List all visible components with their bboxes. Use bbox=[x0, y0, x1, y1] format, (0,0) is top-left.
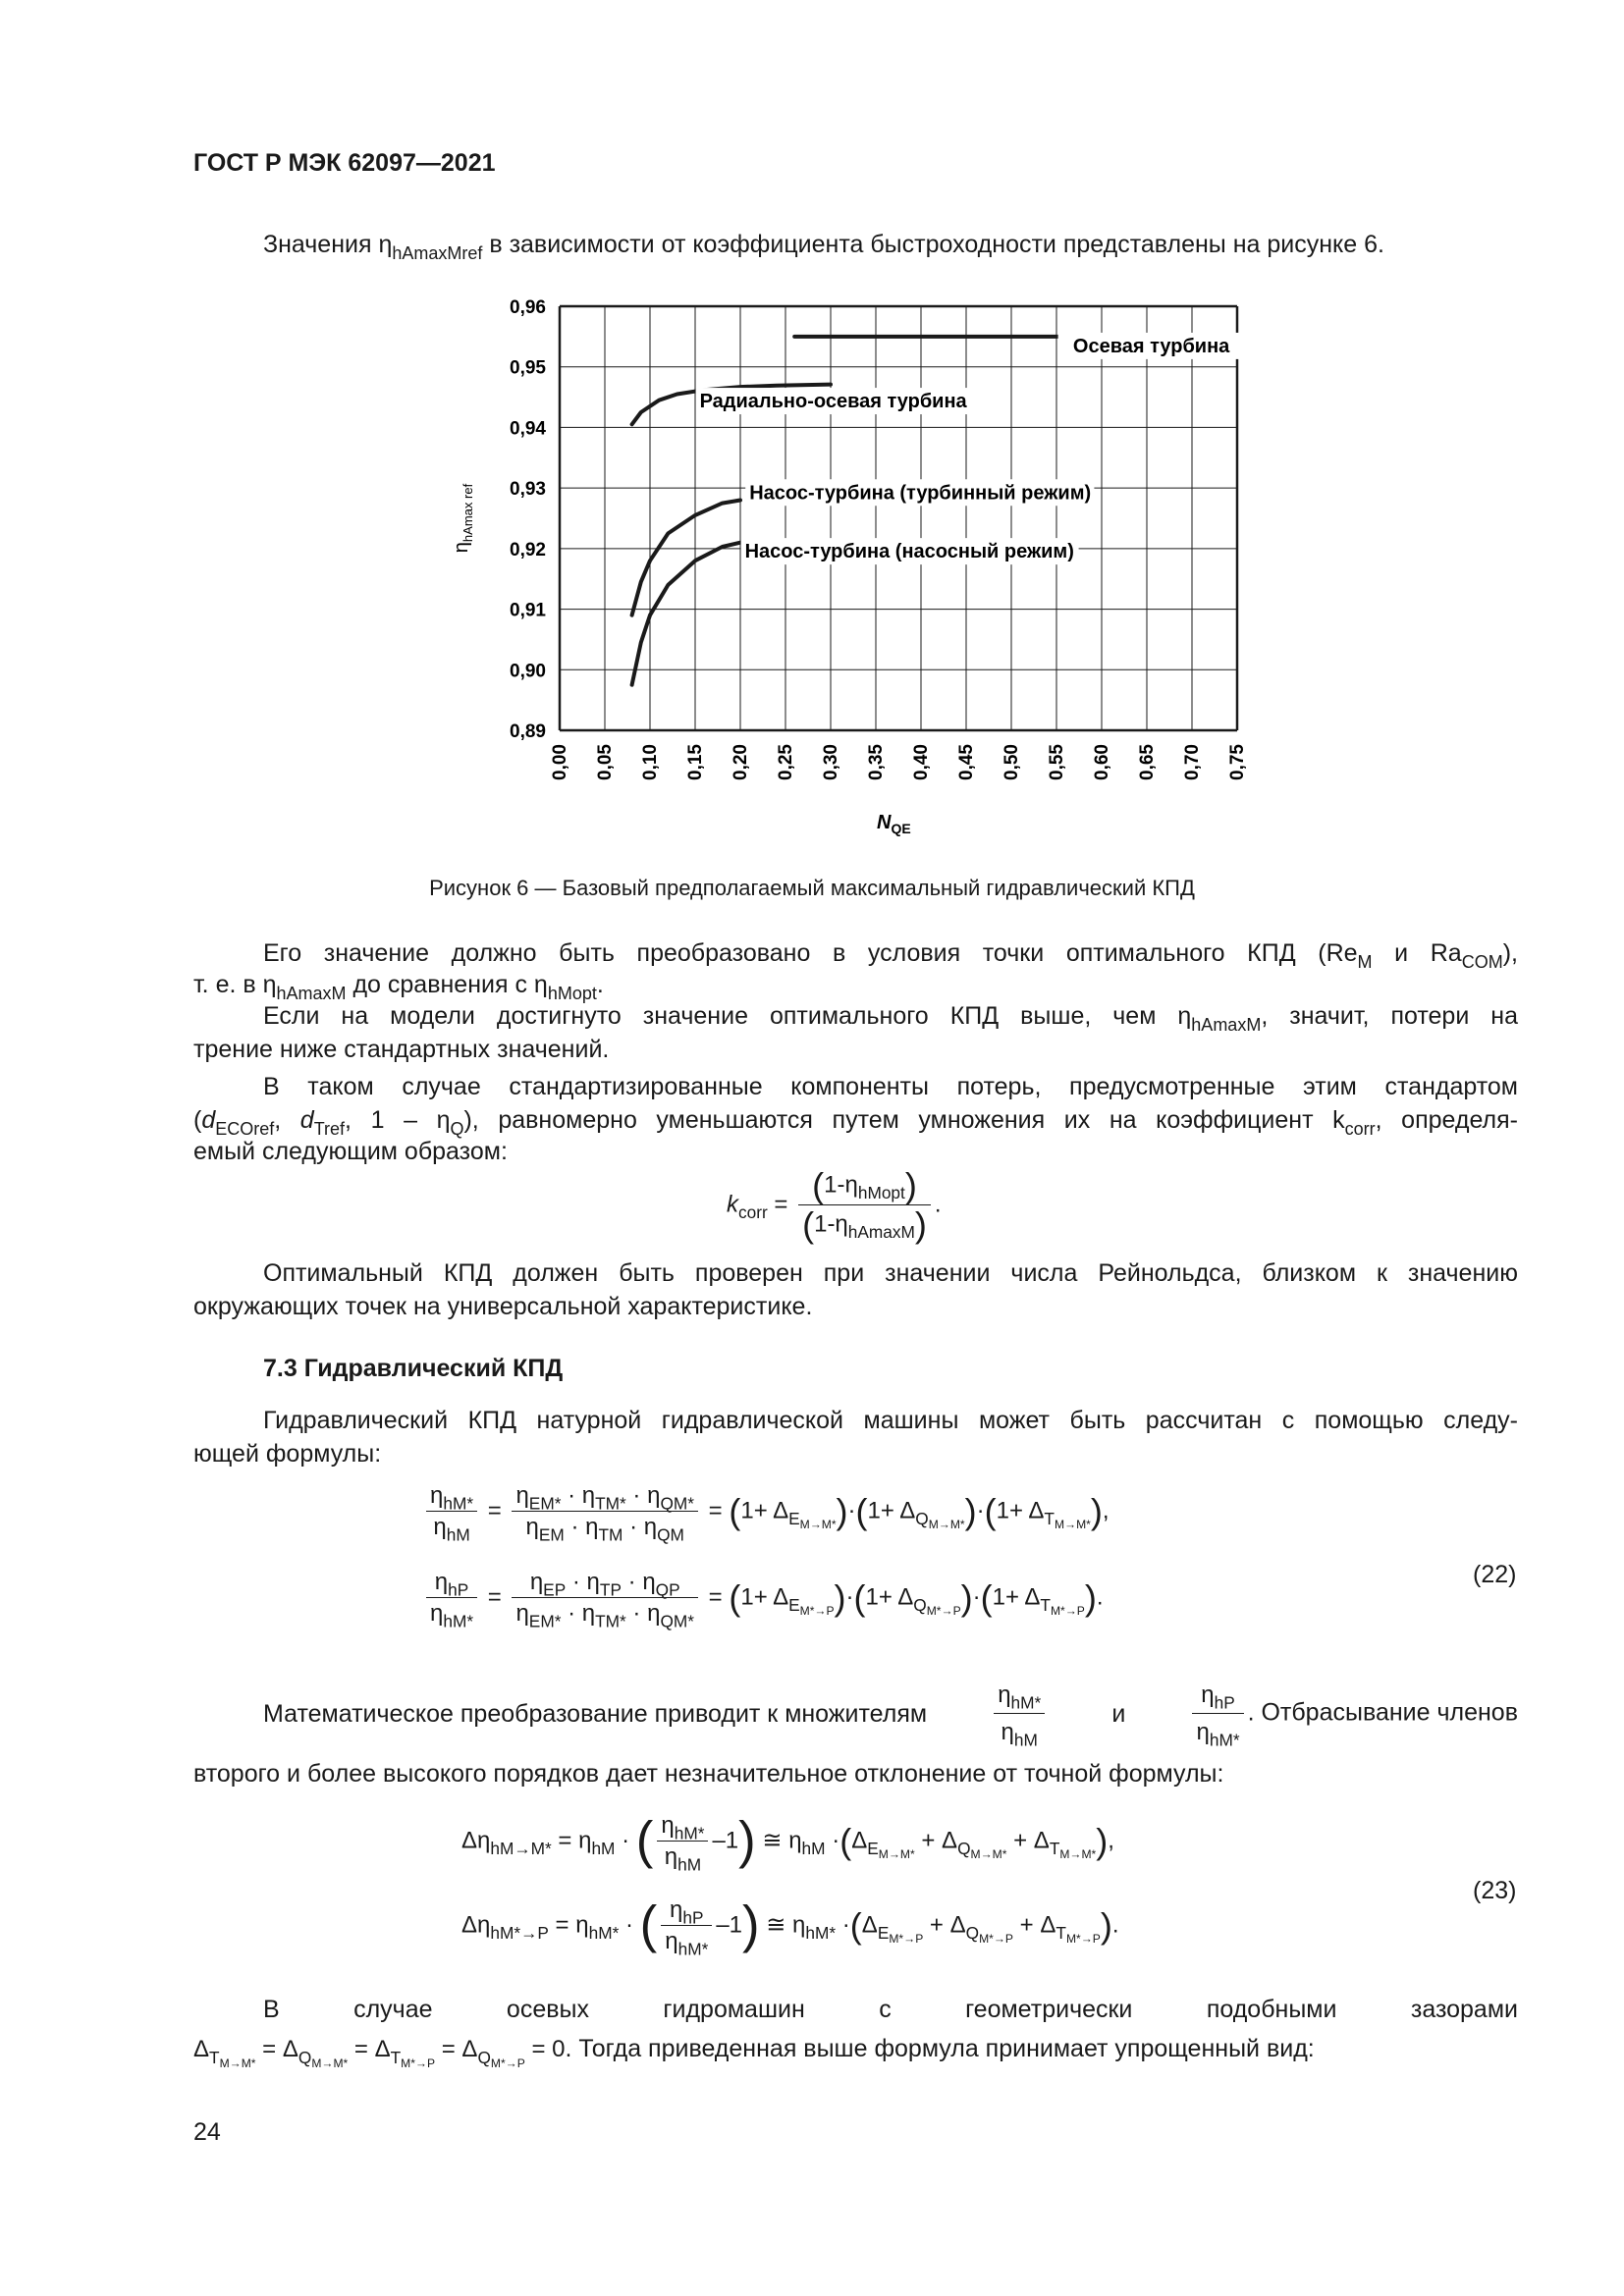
x-tick-label: 0,75 bbox=[1227, 744, 1248, 780]
x-tick-label: 0,35 bbox=[866, 744, 887, 780]
equation-23-line1: $\Delta\eta_{hM\to M*} = \eta_{hM}$ · ( $\frac{\eta_{hM*}}{\eta_{hM}}$ –1) ≅ $\eta_{hM} \cdot(\Delta_{E_{M\to M*}} + \Delta_{Q_{M\to M*}} + \Delta_{T_{M\to M*}})$, bbox=[461, 1811, 1114, 1875]
para1-line2: т. е. в $\eta_{hAmaxM}$ до сравнения с $\eta_{hMopt}$. bbox=[193, 971, 604, 1003]
x-tick-label: 0,05 bbox=[595, 744, 616, 780]
chart-figure-6 bbox=[432, 285, 1276, 844]
x-tick-label: 0,30 bbox=[821, 744, 841, 780]
section-heading: 7.3 Гидравлический КПД bbox=[263, 1355, 564, 1382]
chart-grid bbox=[560, 306, 1237, 730]
para3-line3: емый следующим образом: bbox=[193, 1138, 508, 1165]
x-tick-label: 0,50 bbox=[1001, 744, 1022, 780]
x-tick-label: 0,25 bbox=[776, 744, 796, 780]
para5-line1: Гидравлический КПД натурной гидравлической машины может быть рассчитан с помощью следу- bbox=[263, 1407, 1518, 1434]
page-number: 24 bbox=[193, 2118, 221, 2146]
equation-22-number: (22) bbox=[1473, 1561, 1517, 1588]
x-axis-label: $N_{QE}$ bbox=[877, 812, 911, 836]
y-tick-labels bbox=[510, 297, 546, 742]
para5-line2: ющей формулы: bbox=[193, 1440, 382, 1468]
series-label-4: Насос-турбина (насосный режим) bbox=[744, 541, 1074, 563]
series-label-2: Радиально-осевая турбина bbox=[699, 391, 967, 413]
x-tick-labels bbox=[550, 744, 1248, 780]
y-tick-label: 0,96 bbox=[510, 297, 546, 318]
y-tick-label: 0,91 bbox=[510, 600, 546, 621]
document-header: ГОСТ Р МЭК 62097—2021 bbox=[193, 149, 496, 177]
series-line-3 bbox=[632, 501, 740, 615]
y-tick-label: 0,89 bbox=[510, 721, 546, 742]
x-tick-label: 0,40 bbox=[911, 744, 932, 780]
para7-line2: $\Delta_{T_{M\to M*}} = \Delta_{Q_{M\to M*}} = \Delta_{T_{M*\to P}} = \Delta_{Q_{M*\to P}} = 0$. Тогда приведенная выше формула принимает упрощенный вид: bbox=[193, 2035, 1315, 2070]
intro-text: Значения $\eta_{hAmaxMref}$ в зависимости от коэффициента быстроходности представлены на рисунке 6. bbox=[263, 231, 1384, 263]
y-tick-label: 0,92 bbox=[510, 539, 546, 561]
figure-caption: Рисунок 6 — Базовый предполагаемый максимальный гидравлический КПД bbox=[429, 876, 1195, 900]
series-labels bbox=[696, 333, 1245, 564]
x-tick-label: 0,55 bbox=[1047, 744, 1067, 780]
y-axis-label: $\eta_{hAmax ref}$ bbox=[451, 483, 475, 554]
para1-line1: Его значение должно быть преобразовано в условия точки оптимального КПД ($Re_M$ и $Ra_{COM}$), bbox=[263, 939, 1518, 972]
x-tick-label: 0,70 bbox=[1182, 744, 1203, 780]
y-tick-label: 0,95 bbox=[510, 357, 546, 379]
equation-22-line2: $\frac{\eta_{hP}}{\eta_{hM*}}$ = $\frac{\eta_{EP} \cdot \eta_{TP} \cdot \eta_{QP}}{\eta_{EM*} \cdot \eta_{TM*} \cdot \eta_{QM*}}$ = $(1+ \Delta_{E_{M*\to P}})\cdot(1+ \Delta_{Q_{M*\to P}})\cdot(1+ \Delta_{T_{M*\to P}})$. bbox=[422, 1569, 1104, 1628]
x-tick-label: 0,10 bbox=[640, 744, 661, 780]
x-tick-label: 0,20 bbox=[731, 744, 751, 780]
x-tick-label: 0,00 bbox=[550, 744, 570, 780]
series-label-1: Осевая турбина bbox=[1072, 335, 1230, 357]
x-tick-label: 0,45 bbox=[956, 744, 977, 780]
x-tick-label: 0,15 bbox=[685, 744, 706, 780]
equation-23-line2: $\Delta\eta_{hM*\to P} = \eta_{hM*}$ · ( $\frac{\eta_{hP}}{\eta_{hM*}}$ –1) ≅ $\eta_{hM*} \cdot(\Delta_{E_{M*\to P}} + \Delta_{Q_{M*\to P}} + \Delta_{T_{M*\to P}})$. bbox=[461, 1896, 1119, 1959]
para3-line2: ($d_{ECOref}$, $d_{Tref}$, $1 - \eta_Q$), равномерно уменьшаются путем умножения их на коэффициент $k_{corr}$, определя- bbox=[193, 1106, 1518, 1139]
para7-line1: В случае осевых гидромашин с геометрически подобными зазорами bbox=[263, 1996, 1518, 2023]
x-tick-label: 0,65 bbox=[1137, 744, 1158, 780]
para6-line2: второго и более высокого порядков дает незначительное отклонение от точной формулы: bbox=[193, 1760, 1224, 1788]
para2-line2: трение ниже стандартных значений. bbox=[193, 1036, 610, 1063]
para6-line1: Математическое преобразование приводит к множителям $\frac{\eta_{hM*}}{\eta_{hM}}$ и $\frac{\eta_{hP}}{\eta_{hM*}}$ . Отбрасывание членов bbox=[263, 1679, 1518, 1749]
x-tick-label: 0,60 bbox=[1092, 744, 1112, 780]
series-label-3: Насос-турбина (турбинный режим) bbox=[749, 482, 1092, 505]
para3-line1: В таком случае стандартизированные компоненты потерь, предусмотренные этим стандартом bbox=[263, 1073, 1518, 1100]
kcorr-formula: $k_{corr}$ = $\frac{(1-\eta_{hMopt})}{(1-\eta_{hAmaxM})}$ . bbox=[727, 1165, 942, 1245]
equation-22-line1: $\frac{\eta_{hM*}}{\eta_{hM}}$ = $\frac{\eta_{EM*} \cdot \eta_{TM*} \cdot \eta_{QM*}}{\eta_{EM} \cdot \eta_{TM} \cdot \eta_{QM}}$ = $(1+ \Delta_{E_{M\to M*}})\cdot(1+ \Delta_{Q_{M\to M*}})\cdot(1+ \Delta_{T_{M\to M*}})$, bbox=[422, 1482, 1110, 1541]
y-tick-label: 0,94 bbox=[510, 418, 546, 440]
para4-line2: окружающих точек на универсальной характеристике. bbox=[193, 1293, 813, 1320]
equation-23-number: (23) bbox=[1473, 1877, 1517, 1904]
y-tick-label: 0,93 bbox=[510, 479, 546, 501]
para4-line1: Оптимальный КПД должен быть проверен при значении числа Рейнольдса, близком к значению bbox=[263, 1259, 1518, 1287]
para2-line1: Если на модели достигнуто значение оптимального КПД выше, чем $\eta_{hAmaxM}$, значит, потери на bbox=[263, 1002, 1518, 1035]
y-tick-label: 0,90 bbox=[510, 661, 546, 682]
